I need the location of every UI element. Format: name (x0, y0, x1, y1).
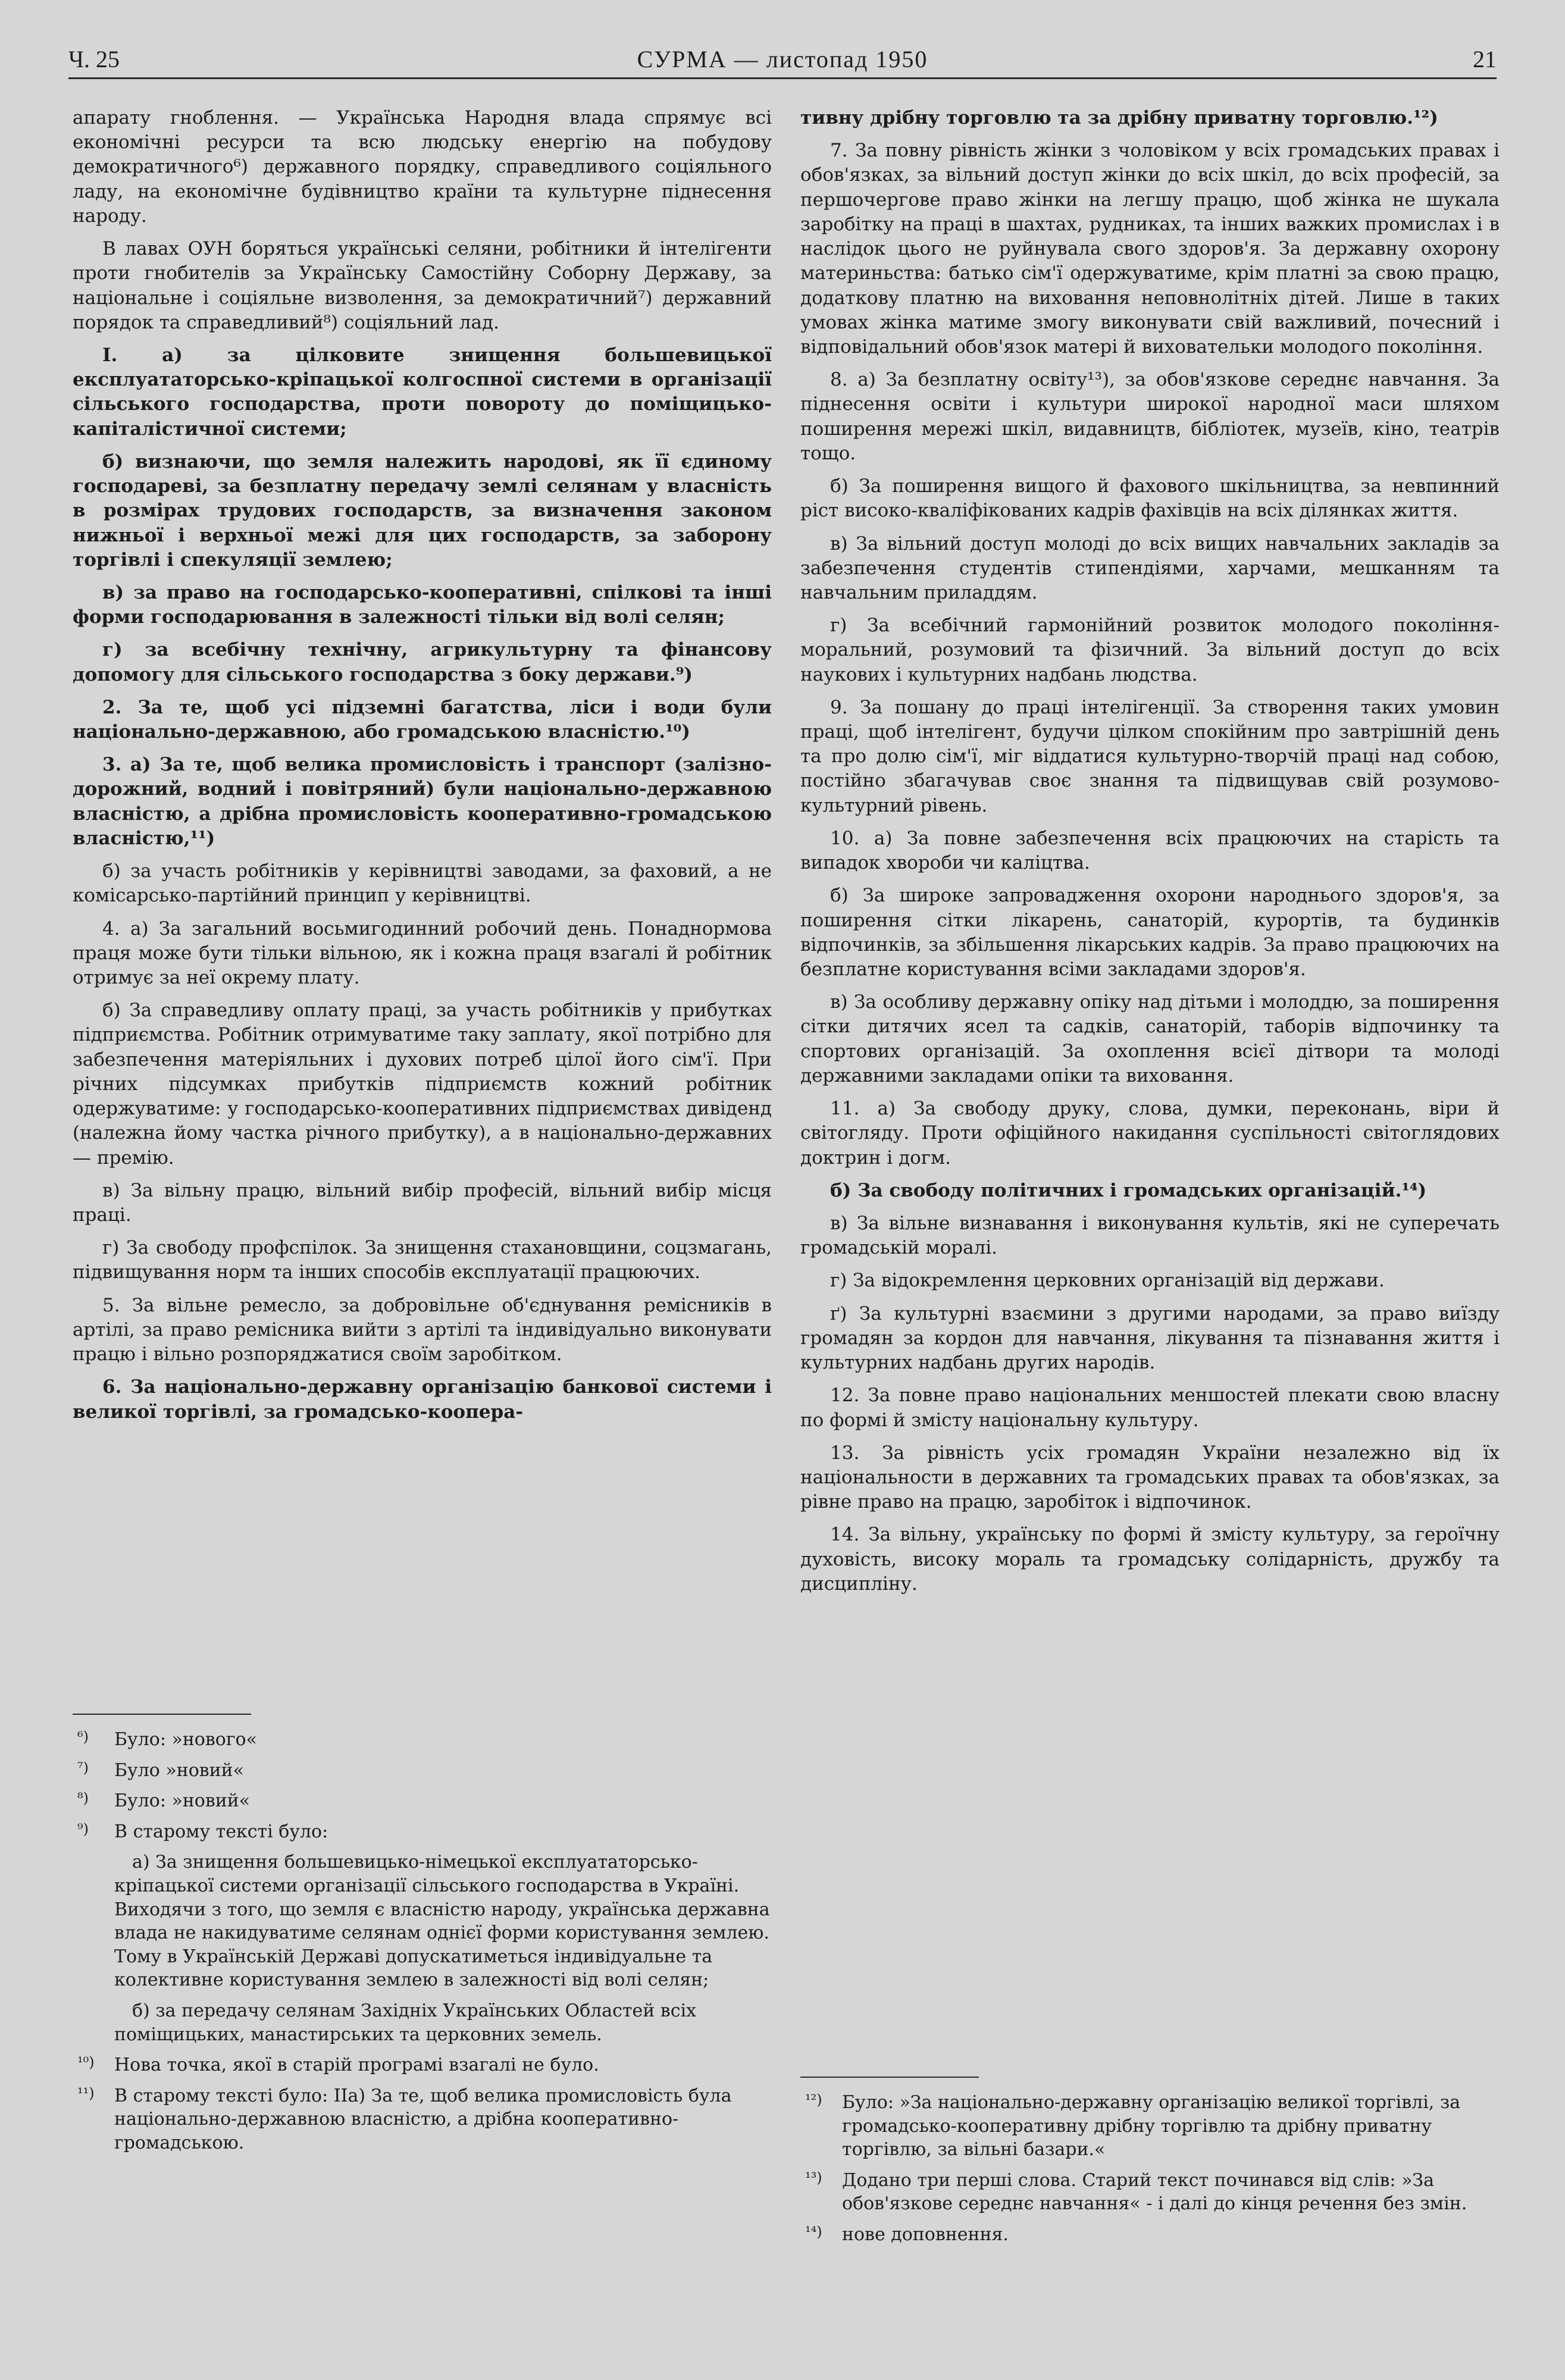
paragraph: 3. а) За те, щоб велика промисловість і транспорт (залізно-дорожний, водний і повітряний) були національно-державною власністю, а дрібна промисловість кооперативно-громадською власністю,¹¹) (73, 754, 772, 849)
right-column (800, 106, 1500, 1605)
paragraph: 4. а) За загальний восьмигодинний робочий день. Понаднормова праця може бути тільки вільною, як і кожна праця взагалі й робітник отримує за неї окрему плату. (73, 917, 772, 988)
footnote-9a: а) За знищення большевицько-німецької експлуататорсько-кріпацької системи організації сільського господарства в Україні. Виходячи з того, що земля є власністю народу, українська державна влада не накидуватиме селянам однієї форми користування землею. Тому в Українській Державі допускатиметься індивідуальне та колективне користування землею в залежності від волі селян; (114, 1852, 770, 1991)
paragraph: ґ) За культурні взаємини з другими народами, за право виїзду громадян за кордон для навчання, лікування та пізнавання життя і культурних надбань других народів. (800, 1302, 1500, 1374)
paragraph: б) за участь робітників у керівництві заводами, за фаховий, а не комісарсько-партійний принцип у керівництві. (73, 860, 772, 907)
footnote-text: Було: »нового« (114, 1729, 257, 1750)
footnote-9b: б) за передачу селянам Західніх Українських Областей всіх поміщицьких, манастирських та церковних земель. (114, 2000, 697, 2045)
footnote-rule (800, 2077, 979, 2078)
footnote-marker: ⁸) (77, 1790, 89, 1807)
paragraph: в) за право на господарсько-кооперативні, спілкові та інші форми господарювання в залежності тільки від волі селян; (73, 581, 772, 628)
paragraph: І. а) за цілковите знищення большевицької експлуататорсько-кріпацької колгоспної системи в організації сільського господарства, проти повороту до поміщицько-капіталістичної системи; (73, 344, 772, 440)
footnote-11 (73, 2084, 772, 2155)
footnote-marker: ¹⁰) (77, 2054, 95, 2071)
footnote-text: нове доповнення. (842, 2224, 1009, 2245)
running-title: СУРМА — листопад 1950 (637, 46, 928, 73)
paragraph: В лавах ОУН боряться українські селяни, робітники й інтелігенти проти гнобителів за Українську Самостійну Соборну Державу, за національне і соціяльне визволення, за демократичний⁷) державний порядок та справедливий⁸) соціяльний лад. (73, 238, 772, 333)
footnote-marker: ¹³) (805, 2169, 822, 2186)
paragraph: г) За свободу профспілок. За знищення стахановщини, соцзмагань, підвищування норм та інших способів експлуатації працюючих. (73, 1237, 772, 1283)
paragraph: 10. а) За повне забезпечення всіх працюючих на старість та випадок хвороби чи каліцтва. (800, 827, 1500, 874)
footnote-marker: ¹²) (805, 2091, 822, 2108)
footnote-6 (73, 1728, 772, 1752)
footnote-text: Було »новий« (114, 1759, 244, 1781)
footnote-rule (73, 1714, 251, 1715)
footnotes-left (73, 1714, 772, 2162)
left-column (73, 106, 772, 1433)
footnote-text: Нова точка, якої в старій програмі взагалі не було. (114, 2055, 599, 2076)
paragraph: в) За вільну працю, вільний вибір професій, вільний вибір місця праці. (73, 1179, 772, 1226)
footnote-8 (73, 1789, 772, 1813)
paragraph: в) За вільне визнавання і виконування культів, які не суперечать громадській моралі. (800, 1212, 1500, 1259)
footnote-text: В старому тексті було: ІІа) За те, щоб велика промисловість була національно-державною власністю, а дрібна кооперативно-громадською. (114, 2085, 732, 2153)
footnotes-right (800, 2077, 1500, 2254)
paragraph: б) За поширення вищого й фахового шкільництва, за невпинний ріст високо-кваліфікованих кадрів фахівців на всіх ділянках життя. (800, 475, 1500, 522)
footnote-marker: ⁷) (77, 1759, 89, 1776)
paragraph: б) визнаючи, що земля належить народові, як її єдиному господареві, за безплатну передачу землі селянам у власність в розмірах трудових господарств, за визначення законом нижньої і верхньої межі для цих господарств, за заборону торгівлі і спекуляції землею; (73, 450, 772, 571)
footnote-text: Було: »За національно-державну організацію великої торгівлі, за громадсько-кооперативну дрібну торгівлю та дрібну приватну торгівлю, за вільні базари.« (842, 2092, 1461, 2160)
page-header (68, 42, 1497, 79)
paragraph: 11. а) За свободу друку, слова, думки, переконань, віри й світогляду. Проти офіційного накидання суспільності світоглядових доктрин і догм. (800, 1098, 1500, 1169)
paragraph: г) за всебічну технічну, агрикультурну та фінансову допомогу для сільського господарства з боку держави.⁹) (73, 639, 772, 685)
footnote-12 (800, 2091, 1500, 2162)
paragraph: в) За особливу державну опіку над дітьми і молоддю, за поширення сітки дитячих ясел та садків, санаторій, таборів відпочинку та спортових організацій. За охоплення всієї дітвори та молоді державними закладами опіки та виховання. (800, 991, 1500, 1086)
footnote-text: Додано три перші слова. Старий текст починався від слів: »За обов'язкове середнє навчання« - і далі до кінця речення без змін. (842, 2169, 1467, 2215)
paragraph: г) За відокремлення церковних організацій від держави. (830, 1270, 1385, 1292)
footnote-13 (800, 2169, 1500, 2216)
footnote-10 (73, 2053, 772, 2077)
paragraph: 2. За те, щоб усі підземні багатства, ліси і води були національно-державною, або громадською власністю.¹⁰) (73, 696, 772, 743)
paragraph: 12. За повне право національних меншостей плекати свою власну по формі й змісту національну культуру. (800, 1385, 1500, 1431)
footnote-marker: ⁹) (77, 1820, 89, 1837)
footnote-7 (73, 1759, 772, 1783)
paragraph: г) За всебічний гармонійний розвиток молодого покоління-моральний, розумовий та фізичний. За вільний доступ до всіх наукових і культурних надбань людства. (800, 615, 1500, 685)
paragraph: 5. За вільне ремесло, за добровільне об'єднування ремісників в артілі, за право ремісника вийти з артілі та індивідуально виконувати працю і вільно розпоряджатися своїм заробітком. (73, 1294, 772, 1366)
paragraph: 14. За вільну, українську по формі й змісту культуру, за героїчну духовість, високу мораль та громадську солідарність, дружбу та дисципліну. (800, 1524, 1500, 1595)
paragraph: в) За вільний доступ молоді до всіх вищих навчальних закладів за забезпечення студентів стипендіями, харчами, мешканням та навчальним приладдям. (800, 533, 1500, 603)
page-number: 21 (1473, 46, 1497, 73)
footnote-marker: ⁶) (77, 1728, 89, 1745)
paragraph: тивну дрібну торговлю та за дрібну приватну торговлю.¹²) (800, 107, 1438, 129)
paragraph: 7. За повну рівність жінки з чоловіком у всіх громадських правах і обов'язках, за вільний доступ жінки до всіх шкіл, до всіх професій, за першочергове право жінки на легшу працю, щоб жінка не шукала заробітку на праці в шахтах, рудниках, та інших важких промислах і в наслідок цього не руйнувала свого здоров'я. За державну охорону материньства: батько сім'ї одержуватиме, крім платні за свою працю, додаткову платню на виховання неповнолітніх дітей. Лише в таких умовах жінка матиме змогу виконувати свій важливий, почесний і відповідальний обов'язок матері й виховательки молодого покоління. (800, 140, 1500, 358)
paragraph: 6. За національно-державну організацію банкової системи і великої торгівлі, за громадсько-коопера- (73, 1376, 772, 1423)
paragraph: б) За широке запровадження охорони народнього здоров'я, за поширення сітки лікарень, санаторій, курортів, та будинків відпочинків, за збільшення лікарських кадрів. За право працюючих на безплатне користування всіми закладами здоров'я. (800, 885, 1500, 980)
footnote-marker: ¹¹) (77, 2084, 95, 2102)
paragraph: апарату гноблення. — Українська Народня влада спрямує всі економічні ресурси та всю людську енергію на побудову демократичного⁶) державного порядку, справедливого соціяльного ладу, на економічне будівництво країни та культурне піднесення народу. (73, 107, 772, 227)
paragraph: 13. За рівність усіх громадян України незалежно від їх національности в державних та громадських правах та обов'язках, за рівне право на працю, заробіток і відпочинок. (800, 1442, 1500, 1513)
footnote-text: В старому тексті було: (114, 1821, 328, 1842)
footnote-14 (800, 2223, 1500, 2247)
footnote-text: Було: »новий« (114, 1790, 251, 1812)
paragraph: б) За свободу політичних і громадських організацій.¹⁴) (830, 1179, 1427, 1201)
footnote-9 (73, 1820, 772, 1844)
footnote-marker: ¹⁴) (805, 2223, 822, 2240)
paragraph: 8. а) За безплатну освіту¹³), за обов'язкове середнє навчання. За піднесення освіти і культури широкої народної маси шляхом поширення мережі шкіл, видавництв, бібліотек, музеїв, кіно, театрів тощо. (800, 369, 1500, 464)
issue-number: Ч. 25 (68, 46, 120, 73)
paragraph: 9. За пошану до праці інтелігенції. За створення таких умовин праці, щоб інтелігент, будучи цілком спокійним про завтрішній день та про долю сім'ї, міг віддатися культурно-творчій праці над собою, постійно збагачував своє знання та підвищував свій розумово-культурний рівень. (800, 696, 1500, 816)
paragraph: б) За справедливу оплату праці, за участь робітників у прибутках підприємства. Робітник отримуватиме таку заплату, якої потрібно для забезпечення матеріяльних і духових потреб цілої його сім'ї. При річних підсумках прибутків підприємств кожний робітник одержуватиме: у господарсько-кооперативних підприємствах дивіденд (належна йому частка річного прибутку), а в національно-державних — премію. (73, 1000, 772, 1169)
